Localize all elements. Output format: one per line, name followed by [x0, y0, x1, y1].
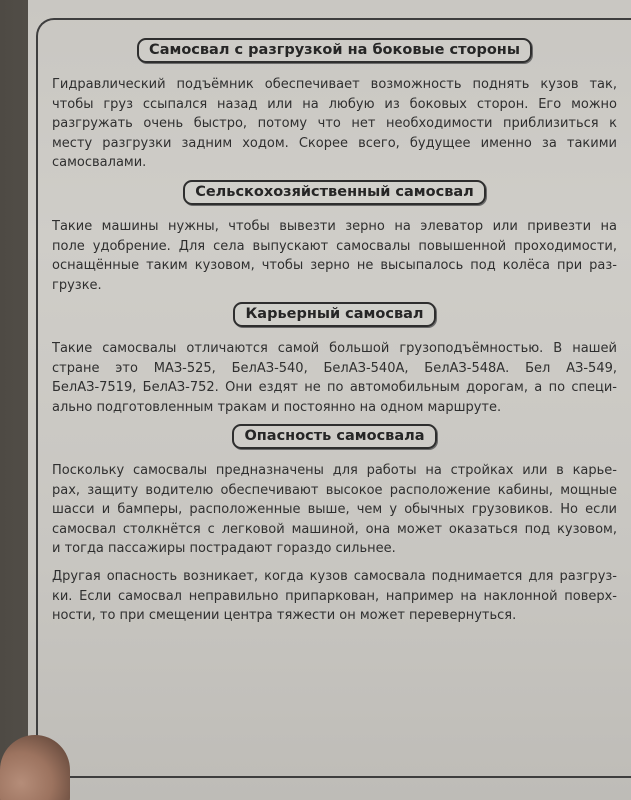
- section-body: [52, 75, 617, 173]
- section-quarry-dump-truck: [52, 302, 617, 417]
- text-line: Другая опасность возникает, когда кузов самосвала поднимается для разгруз-: [52, 568, 617, 584]
- text-line: ности, то при смещении центра тяжести он может перевернуться.: [52, 608, 517, 624]
- text-line: поле удобрение. Для села выпускают самосвалы повышенной проходимости,: [52, 238, 617, 254]
- finger: [0, 735, 70, 800]
- book-page: [28, 0, 631, 800]
- section-body: [52, 217, 617, 295]
- text-line: ки. Если самосвал неправильно припаркован, например на наклонной поверх-: [52, 588, 617, 604]
- paragraph: [52, 461, 617, 559]
- paragraph: [52, 75, 617, 173]
- text-line: Такие машины нужны, чтобы вывезти зерно на элеватор или привезти на: [52, 219, 617, 234]
- section-heading: Самосвал с разгрузкой на боковые стороны: [137, 38, 532, 63]
- text-line: Поскольку самосвалы предназначены для работы на стройках или в карье-: [52, 463, 617, 478]
- text-line: Такие самосвалы отличаются самой большой грузоподъёмностью. В нашей: [52, 341, 617, 356]
- text-line: разгружать очень быстро, потому что нет необходимости приблизиться к: [52, 116, 617, 132]
- paragraph: [52, 217, 617, 295]
- text-line: грузке.: [52, 277, 102, 293]
- text-line: самосвалами.: [52, 155, 147, 171]
- text-line: БелАЗ-7519, БелАЗ-752. Они ездят не по автомобильным дорогам, а по специ-: [52, 380, 617, 396]
- paragraph: [52, 567, 617, 626]
- section-body: [52, 339, 617, 417]
- section-heading: Карьерный самосвал: [233, 302, 435, 327]
- text-line: месту разгрузки задним ходом. Скорее всего, будущее именно за такими: [52, 135, 617, 151]
- text-line: самосвал столкнётся с легковой машиной, она может оказаться под кузовом,: [52, 521, 617, 537]
- section-agricultural-dump-truck: [52, 180, 617, 295]
- text-line: и тогда пассажиры пострадают гораздо сильнее.: [52, 541, 396, 557]
- text-line: оснащённые таким кузовом, чтобы зерно не высыпалось под колёса при раз-: [52, 258, 617, 274]
- text-line: ально подготовленным тракам и постоянно на одном маршруте.: [52, 399, 502, 415]
- text-line: стране это МАЗ-525, БелАЗ-540, БелАЗ-540А, БелАЗ-548А. Бел АЗ-549,: [52, 360, 617, 376]
- section-heading: Сельскохозяйственный самосвал: [183, 180, 486, 205]
- section-side-dump-truck: [52, 38, 617, 173]
- section-body: [52, 461, 617, 626]
- text-line: Гидравлический подъёмник обеспечивает возможность поднять кузов так,: [52, 77, 617, 92]
- text-line: чтобы груз ссыпался назад или на любую из боковых сторон. Его можно: [52, 96, 617, 112]
- paragraph: [52, 339, 617, 417]
- section-heading: Опасность самосвала: [232, 424, 436, 449]
- section-dump-truck-danger: [52, 424, 617, 626]
- text-line: рах, защиту водителю обеспечивают высокое расположение кабины, мощные: [52, 482, 617, 498]
- text-line: шасси и бамперы, расположенные выше, чем у обычных грузовиков. Но если: [52, 502, 617, 518]
